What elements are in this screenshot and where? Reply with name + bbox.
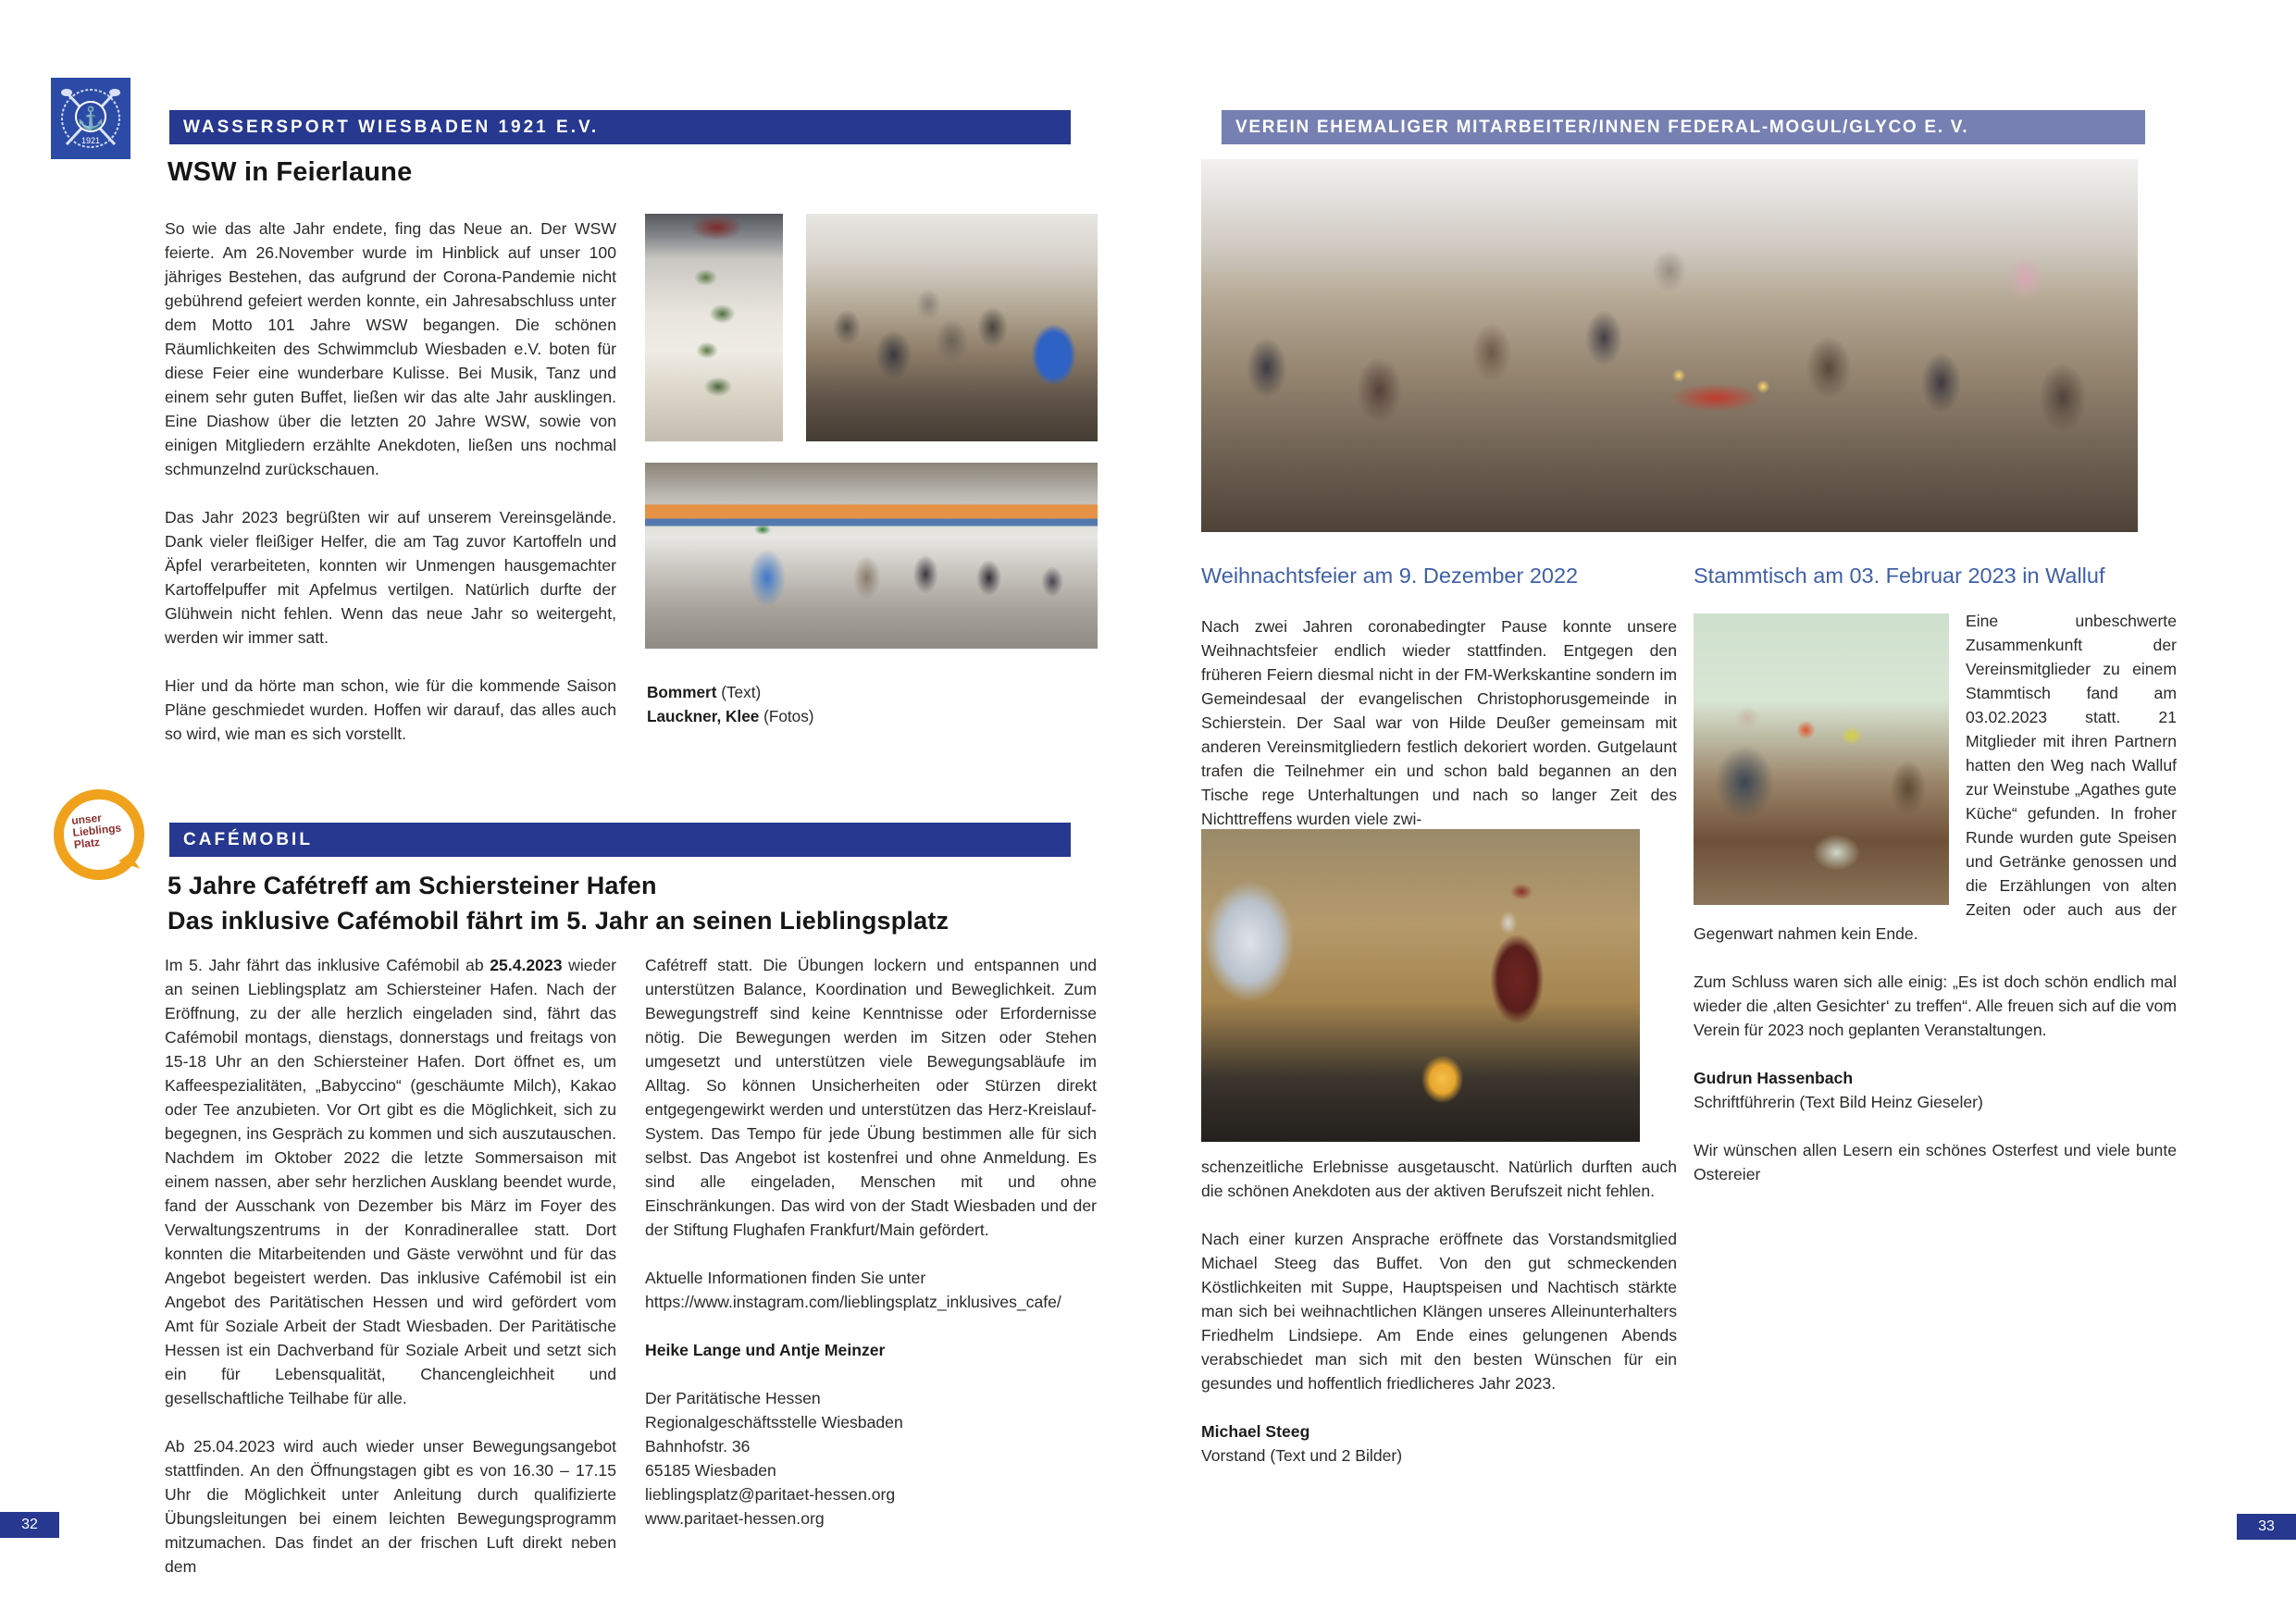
bold-date: 25.4.2023: [490, 956, 563, 974]
weihnachtsfeier-para1: [1201, 614, 1677, 831]
paragraph: Eine unbeschwerte Zusammenkunft der Vereinsmitglieder zu einem Stammtisch fand am 03.02.2023 statt. 21 Mitglieder mit ihren Partnern hatten den Weg nach Walluf zur Weinstube „Agathes gute Küche“ gefunden. In froher Runde wurden gute Speisen und Getränke genossen und die Erzählungen von alten Zeiten oder auch aus der Gegenwart nahmen kein Ende.: [1694, 612, 2177, 943]
speech-bubble-tail: [118, 854, 140, 876]
address-line: Bahnhofstr. 36: [645, 1437, 751, 1456]
wsw-club-logo: [51, 78, 130, 159]
paragraph: Ab 25.04.2023 wird auch wieder unser Bewegungsangebot stattfinden. An den Öffnungstagen gibt es von 16.30 – 17.15 Uhr die Möglichkeit unter Anleitung durch qualifizierte Übungsleitungen bei einem leichten Bewegungsprogramm mitzumachen. Das findet an der frischen Luft direkt neben dem: [165, 1437, 616, 1576]
heading-weihnachtsfeier: Weihnachtsfeier am 9. Dezember 2022: [1201, 564, 1579, 588]
lieblingsplatz-logo: [54, 789, 157, 900]
section-bar-wassersport: WASSERSPORT WIESBADEN 1921 E.V.: [169, 110, 1071, 144]
credit-role: (Fotos): [759, 707, 814, 725]
cafemobil-column-2: [645, 953, 1097, 1530]
address-line: Der Paritätische Hessen: [645, 1389, 821, 1407]
paragraph: Nach zwei Jahren coronabedingter Pause konnte unsere Weihnachtsfeier endlich wieder stattfinden. Entgegen den früheren Feiern diesmal nicht in der FM-Werkskantine sondern im Gemeindesaal der evangelischen Christophorusgemeinde in Schierstein. Der Saal war von Hilde Deußer gemeinsam mit anderen Vereinsmitgliedern festlich dekoriert worden. Gutgelaunt trafen die Teilnehmer ein und schon bald begannen an den Tische rege Unterhaltungen und nach so langer Zeit des Nichttreffens wurden viele zwi-: [1201, 617, 1677, 828]
credit-name: Bommert: [647, 683, 717, 701]
stammtisch-column: [1694, 609, 2177, 1186]
credit-line-text: [647, 704, 1036, 728]
text-run: Im 5. Jahr fährt das inklusive Cafémobil ab: [165, 956, 490, 974]
info-block: [645, 1266, 1097, 1314]
author-name: Gudrun Hassenbach: [1694, 1069, 1854, 1087]
instagram-url: https://www.instagram.com/lieblingsplatz_inklusives_cafe/: [645, 1293, 1061, 1311]
paragraph: [165, 953, 616, 1410]
paragraph: So wie das alte Jahr endete, fing das Neue an. Der WSW feierte. Am 26.November wurde im Hinblick auf unser 100 jähriges Bestehen, das aufgrund der Corona-Pandemie nicht gebührend gefeiert werden konnte, ein Jahresabschluss unter dem Motto 101 Jahre WSW begangen. Die schönen Räumlichkeiten des Schwimmclub Wiesbaden e.V. boten für diese Feier eine wunderbare Kulisse. Bei Musik, Tanz und einem sehr guten Buffet, ließen wir das alte Jahr ausklingen. Eine Diashow über die letzten 20 Jahre WSW, sowie von einigen Mitgliedern erzählte Anekdoten, ließen uns nochmal schmunzelnd zurückschauen.: [165, 219, 616, 478]
author-block: [1201, 1419, 1677, 1468]
author-role: Schriftführerin (Text Bild Heinz Gieseler): [1694, 1093, 1983, 1111]
paragraph: Das Jahr 2023 begrüßten wir auf unserem Vereinsgelände. Dank vieler fleißiger Helfer, die am Tag zuvor Kartoffeln und Äpfel verarbeiteten, konnten wir Unmengen hausgemachter Kartoffelpuffer mit Apfelmus vertilgen. Natürlich durfte der Glühwein nicht fehlen. Wenn das neue Jahr so weitergeht, werden wir immer satt.: [165, 508, 616, 647]
section-bar-verein: VEREIN EHEMALIGER MITARBEITER/INNEN FEDERAL-MOGUL/GLYCO E. V.: [1222, 110, 2145, 144]
logo-year-text: 1921: [81, 136, 101, 145]
text-run: wieder an seinen Lieblingsplatz am Schiersteiner Hafen. Nach der Eröffnung, zu der alle herzlich eingeladen sind, fährt das Cafémobil montags, dienstags, donnerstags und freitags von 15-18 Uhr an den Schiersteiner Hafen. Dort öffnet es, um Kaffeespezialitäten, „Babyccino“ (geschäumte Milch), Kakao oder Tee anzubieten. Vor Ort gibt es die Möglichkeit, sich zu begegnen, ins Gespräch zu kommen und sich auszutauschen. Nachdem im Oktober 2022 die letzte Sommersaison mit einem nassen, aber sehr herzlichen Ausklang beendet wurde, fand der Ausschank von Dezember bis März im Foyer des Verwaltungszentrums in der Konradinerallee statt. Dort konnten die Mitarbeitenden und Gäste verwöhnt und für das Angebot begeistert werden. Das inklusive Cafémobil ist ein Angebot des Paritätischen Hessen und wird gefördert vom Amt für Soziale Arbeit der Stadt Wiesbaden. Der Paritätische Hessen ist ein Dachverband für Soziale Arbeit und setzt sich ein für Lebensqualität, Chancengleichheit und gesellschaftliche Teilhabe für alle.: [165, 956, 616, 1407]
photo-party-crowd: [806, 214, 1098, 441]
photo-christmas-party-hall: [1201, 159, 2138, 532]
photo-festive-table: [645, 214, 783, 441]
section-bar-cafemobil: CAFÉMOBIL: [169, 823, 1071, 857]
photo-stammtisch-restaurant: [1694, 613, 1949, 905]
closing-paragraph: Wir wünschen allen Lesern ein schönes Osterfest und viele bunte Ostereier: [1694, 1141, 2177, 1183]
page-number-left: 32: [0, 1512, 59, 1538]
author-role: Vorstand (Text und 2 Bilder): [1201, 1446, 1403, 1465]
title-line: Das inklusive Cafémobil fährt im 5. Jahr an seinen Lieblingsplatz: [168, 907, 949, 935]
credit-line-text: [647, 680, 1036, 704]
authors-line: [645, 1338, 1097, 1362]
page-number-right: 33: [2237, 1514, 2296, 1540]
cafemobil-column-1: [165, 953, 616, 1579]
article-wsw-body: [165, 217, 616, 746]
photo-santa-decoration: [1201, 829, 1640, 1142]
author-name: Michael Steeg: [1201, 1422, 1310, 1441]
anchor-icon: ⚓: [77, 106, 105, 131]
paragraph: Zum Schluss waren sich alle einig: „Es ist doch schön endlich mal wieder die ‚alten Gesichter‘ zu treffen“. Alle freuen sich auf die vom Verein für 2023 noch geplanten Veranstaltungen.: [1694, 973, 2177, 1039]
email-address: lieblingsplatz@paritaet-hessen.org: [645, 1485, 896, 1504]
credit-name: Lauckner, Klee: [647, 707, 760, 725]
heading-stammtisch: Stammtisch am 03. Februar 2023 in Walluf: [1694, 564, 2105, 588]
website-url: www.paritaet-hessen.org: [645, 1509, 825, 1528]
article-title-cafemobil: [168, 868, 1093, 938]
address-line: 65185 Wiesbaden: [645, 1461, 776, 1480]
author-block: [1694, 1066, 2177, 1114]
paragraph: Cafétreff statt. Die Übungen lockern und entspannen und unterstützen Balance, Koordination und Beweglichkeit. Zum Bewegungstreff sind keine Kenntnisse oder Erfordernisse nötig. Die Bewegungen werden im Sitzen oder Stehen umgesetzt und unterstützen viele Bewegungsabläufe im Alltag. So können Unsicherheiten oder Stürzen direkt entgegengewirkt werden und unterstützen das Herz-Kreislauf-System. Das Tempo für jede Übung bestimmen alle für sich selbst. Das Angebot ist kostenfrei und ohne Anmeldung. Es sind alle eingeladen, Menschen mit und ohne Einschränkungen. Das wird von der Stadt Wiesbaden und der der Stiftung Flughafen Frankfurt/Main gefördert.: [645, 956, 1097, 1239]
credit-role: (Text): [716, 683, 762, 701]
title-line: 5 Jahre Cafétreff am Schiersteiner Hafen: [168, 872, 657, 899]
address-line: Regionalgeschäftsstelle Wiesbaden: [645, 1413, 903, 1431]
article-title-wsw: WSW in Feierlaune: [168, 157, 413, 187]
article-wsw-credits: [647, 680, 1036, 728]
paragraph: schenzeitliche Erlebnisse ausgetauscht. Natürlich durften auch die schönen Anekdoten aus der aktiven Berufszeit nicht fehlen.: [1201, 1158, 1677, 1200]
paragraph: Hier und da hörte man schon, wie für die kommende Saison Pläne geschmiedet wurden. Hoffen wir darauf, das alles auch so wird, wie man es sich vorstellt.: [165, 676, 616, 743]
info-text: Aktuelle Informationen finden Sie unter: [645, 1269, 926, 1287]
author-names: Heike Lange und Antje Meinzer: [645, 1341, 886, 1359]
lieblingsplatz-logo-text: unser Lieblings Platz: [70, 811, 122, 851]
weihnachtsfeier-rest: [1201, 1155, 1677, 1468]
paragraph: Nach einer kurzen Ansprache eröffnete das Vorstandsmitglied Michael Steeg das Buffet. Von den gut schmeckenden Köstlichkeiten mit Suppe, Hauptspeisen und Nachtisch stärkte man sich bei weihnachtlichen Klängen unseres Alleinunterhalters Friedhelm Lindsiepe. Am Ende eines gelungenen Abends verabschiedet man sich mit den besten Wünschen für ein gesundes und hoffentlich friedlicheres Jahr 2023.: [1201, 1230, 1677, 1393]
address-block: [645, 1386, 1097, 1530]
photo-club-grounds: [645, 463, 1098, 649]
